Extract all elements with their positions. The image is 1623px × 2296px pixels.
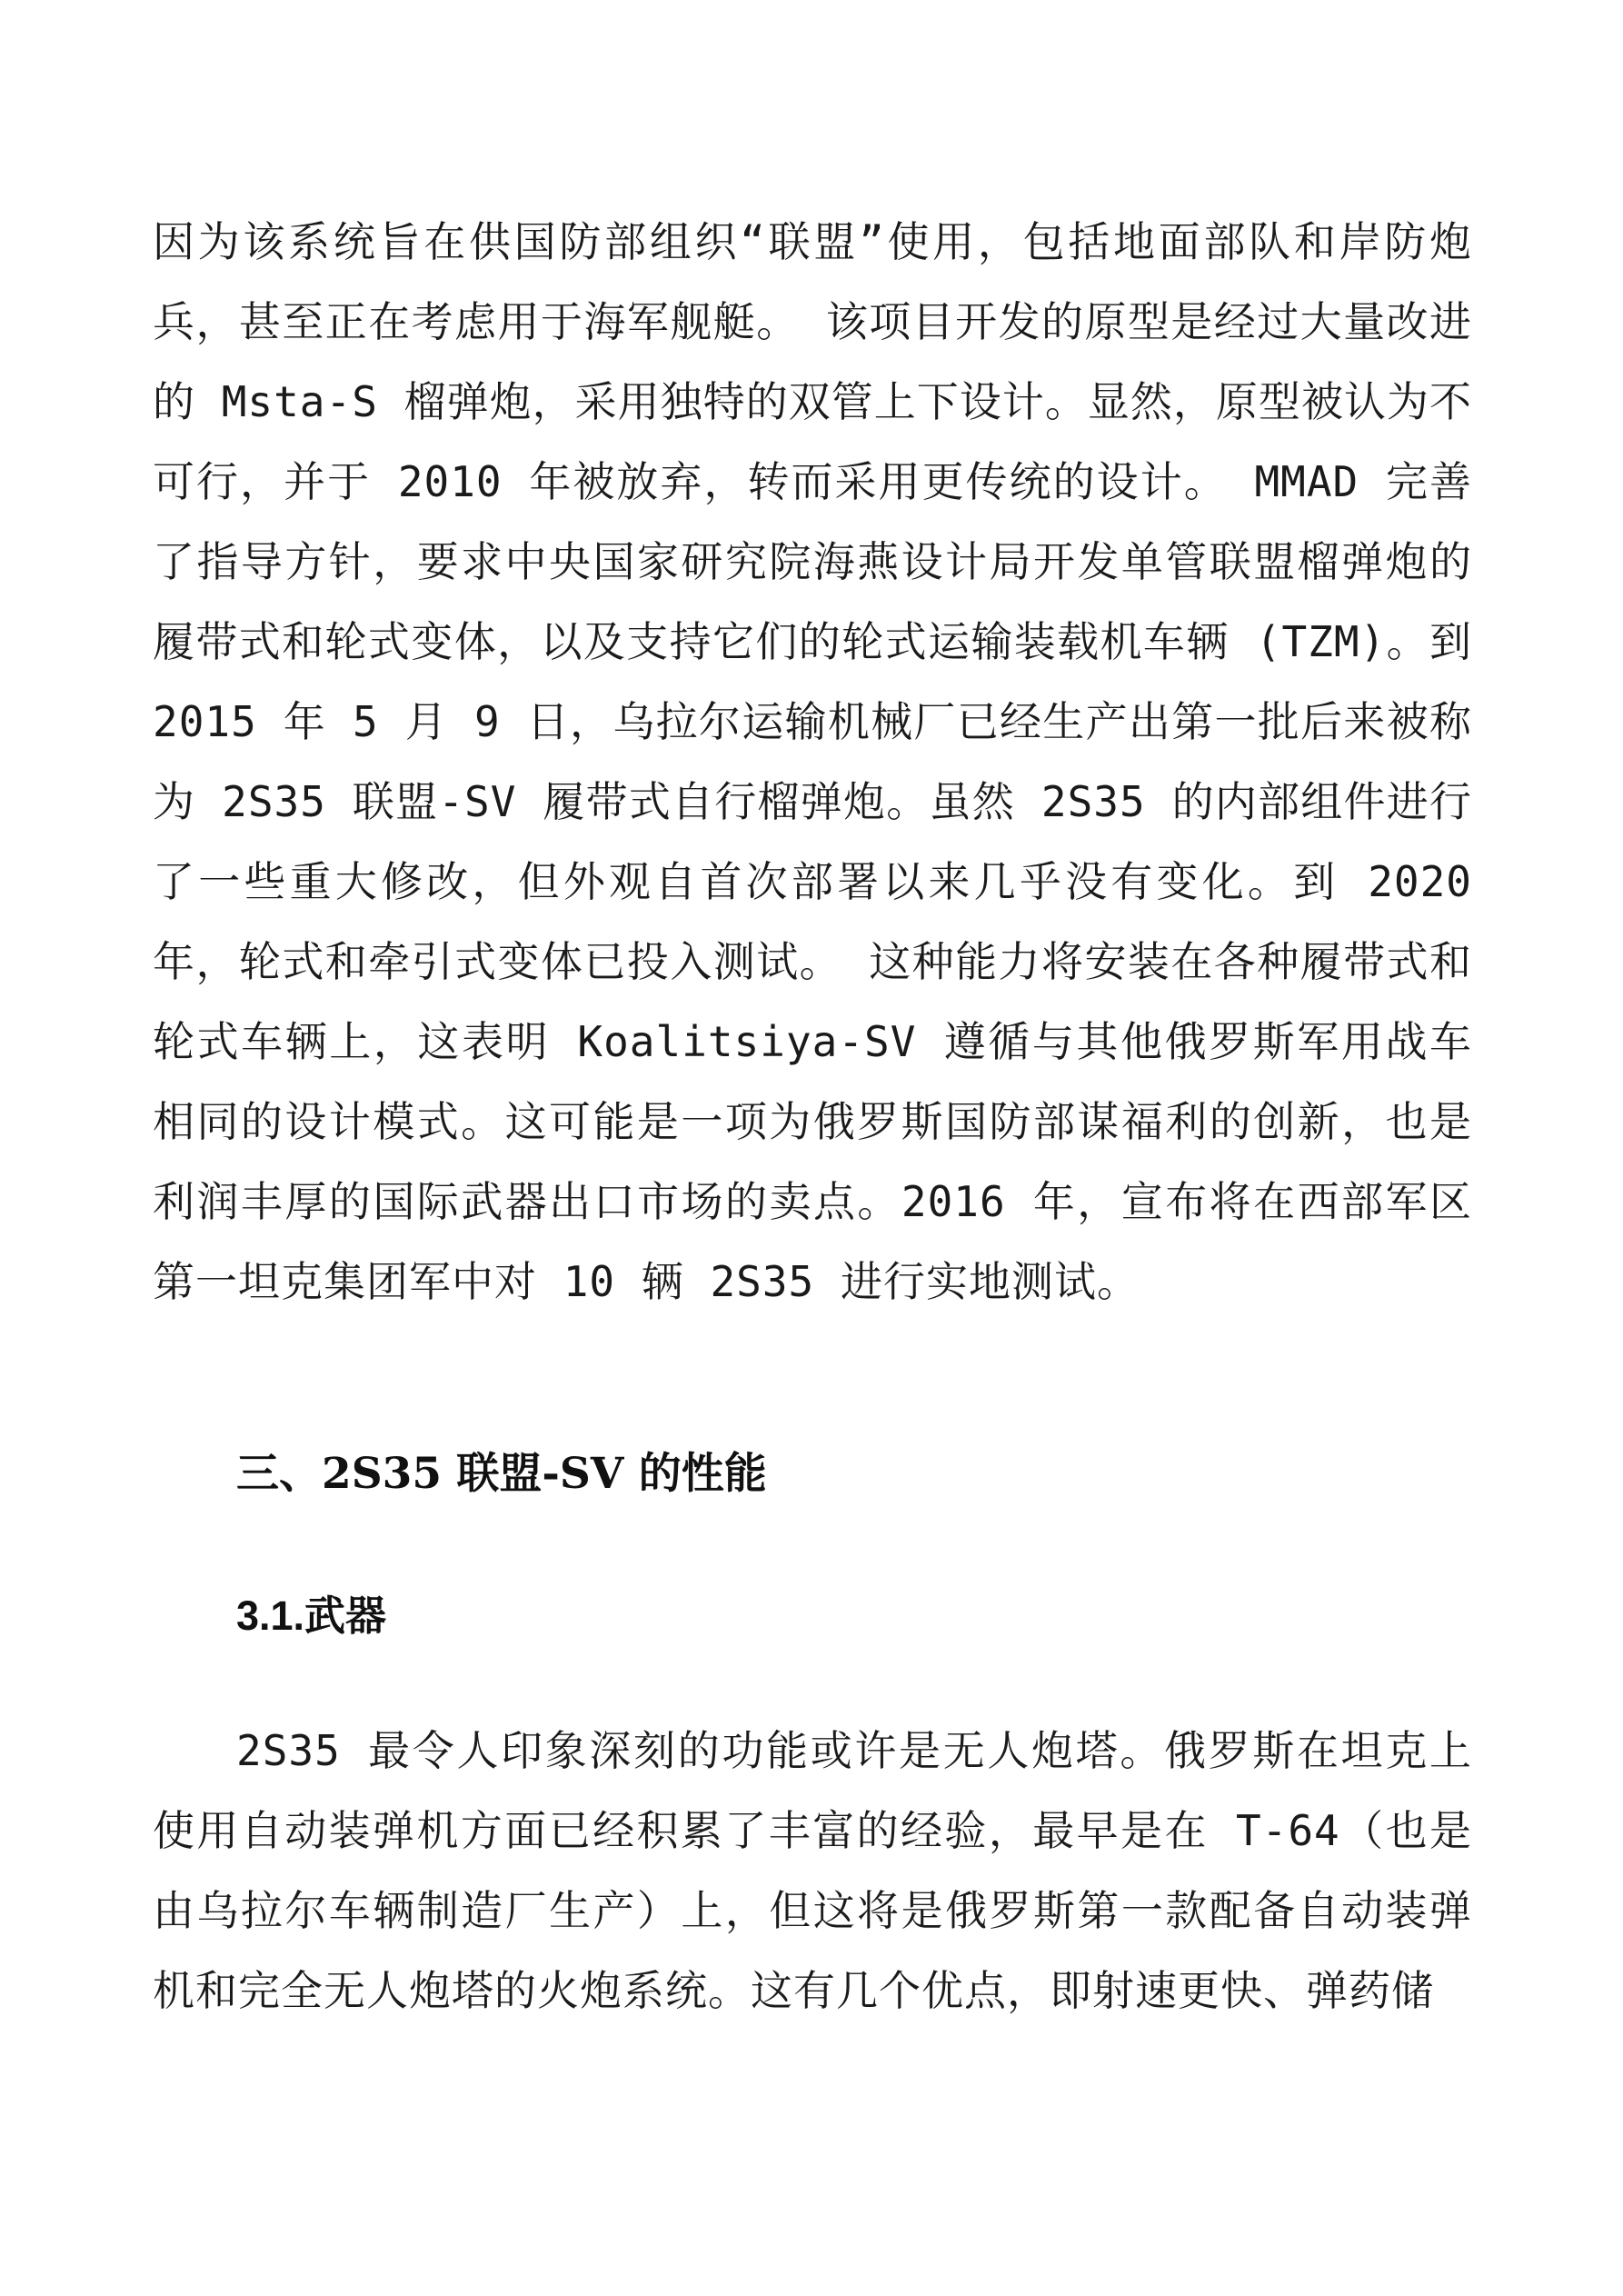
body-paragraph-history: 因为该系统旨在供国防部组织“联盟”使用，包括地面部队和岸防炮兵，甚至正在考虑用于海军舰艇。 该项目开发的原型是经过大量改进的 Msta-S 榴弹炮，采用独特的双管上下设计。显然，原型被认为不可行，并于 2010 年被放弃，转而采用更传统的设计。 MMAD 完善了指导方针，要求中央国家研究院海燕设计局开发单管联盟榴弹炮的履带式和轮式变体，以及支持它们的轮式运输装载机车辆 (TZM)。到 2015 年 5 月 9 日，乌拉尔运输机械厂已经生产出第一批后来被称为 2S35 联盟-SV 履带式自行榴弹炮。虽然 2S35 的内部组件进行了一些重大修改，但外观自首次部署以来几乎没有变化。到 2020 年，轮式和牵引式变体已投入测试。 这种能力将安装在各种履带式和轮式车辆上，这表明 Koalitsiya-SV 遵循与其他俄罗斯军用战车相同的设计模式。这可能是一项为俄罗斯国防部谋福利的创新，也是利润丰厚的国际武器出口市场的卖点。2016 年，宣布将在西部军区第一坦克集团军中对 10 辆 2S35 进行实地测试。 — [153, 217, 1472, 1306]
subsection-heading-weapons: 3.1.武器 — [236, 1592, 387, 1639]
body-paragraph-turret: 2S35 最令人印象深刻的功能或许是无人炮塔。俄罗斯在坦克上使用自动装弹机方面已经积累了丰富的经验，最早是在 T-64（也是由乌拉尔车辆制造厂生产）上，但这将是俄罗斯第一款配备自动装弹机和完全无人炮塔的火炮系统。这有几个优点，即射速更快、弹药储 — [153, 1726, 1472, 2015]
section-heading-performance: 三、2S35 联盟-SV 的性能 — [236, 1449, 767, 1499]
